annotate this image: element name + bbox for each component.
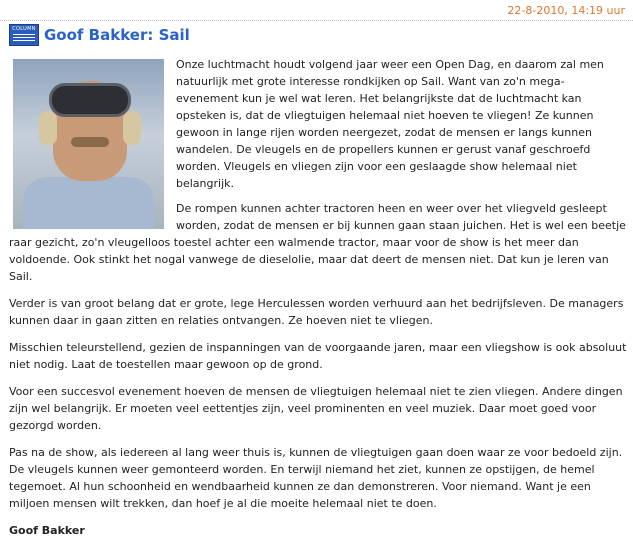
photo-earmuff-right — [123, 111, 141, 145]
column-icon — [9, 24, 39, 46]
article-paragraph-4: Misschien teleurstellend, gezien de inspanningen van de voorgaande jaren, maar een vliegshow is ook absoluut niet nodig. Laat de toestellen maar gewoon op de grond. — [9, 341, 627, 371]
photo-mustache — [71, 137, 109, 147]
article-paragraph-2: De rompen kunnen achter tractoren heen en weer over het vliegveld gesleept worden, zodat de mensen er bij kunnen gaan staan juichen. Het is wel een beetje raar gezicht, zo'n vleugelloos toestel achter een walmende tractor, maar voor de show is het meer dan voldoende. Ook stinkt het nogal vanwege de dieselolie, maar dat deert de mensen niet. Dat kun je leren van Sail. — [9, 202, 626, 283]
article-paragraph-6: Pas na de show, als iedereen al lang weer thuis is, kunnen de vliegtuigen gaan doen waar ze voor bedoeld zijn. De vleugels kunnen weer gemonteerd worden. En terwijl niemand het ziet, kunnen ze opstijgen, de hemel tegemoet. Al hun schoonheid en wendbaarheid kunnen ze dan demonstreren. Voor niemand. Want je een miljoen mensen wilt trekken, dan hoef je al die moeite helemaal niet te doen. — [9, 446, 623, 510]
article-title[interactable]: Goof Bakker: Sail — [44, 26, 190, 44]
column-icon-lines — [13, 34, 35, 42]
article-header — [9, 24, 190, 46]
photo-goggles — [49, 83, 131, 117]
article-paragraph-5: Voor een succesvol evenement hoeven de mensen de vliegtuigen helemaal niet te zien vliegen. Andere dingen zijn wel belangrijk. Er moeten veel eettentjes zijn, veel prominenten en veel muziek. Daar moet goed voor gezorgd worden. — [9, 385, 623, 432]
article-date: 22-8-2010, 14:19 uur — [507, 4, 625, 17]
article-paragraph-1: Onze luchtmacht houdt volgend jaar weer een Open Dag, en daarom zal men natuurlijk met grote interesse rondkijken op Sail. Want van zo'n mega-evenement kun je wel wat leren. Het belangrijkste dat de luchtmacht kan opsteken is, dat de vliegtuigen helemaal niet hoeven te vliegen! Ze kunnen gewoon in lange rijen worden neergezet, zodat de mensen er langs kunnen wandelen. De vleugels en de propellers kunnen er gerust vanaf geschroefd worden. Vleugels en vliegen zijn voor een geslaagde show helemaal niet belangrijk. — [176, 58, 604, 190]
article-paragraph-3: Verder is van groot belang dat er grote, lege Herculessen worden verhuurd aan het bedrijfsleven. De managers kunnen daar in gaan zitten en relaties ontvangen. Ze hoeven niet te vliegen. — [9, 297, 624, 327]
author-photo — [13, 59, 164, 229]
photo-shirt — [23, 177, 154, 229]
article-body — [9, 56, 627, 549]
header-divider — [0, 20, 633, 21]
photo-earmuff-left — [39, 111, 57, 145]
column-icon-label: COLUMN — [12, 26, 36, 32]
author-signoff: Goof Bakker — [9, 524, 85, 537]
